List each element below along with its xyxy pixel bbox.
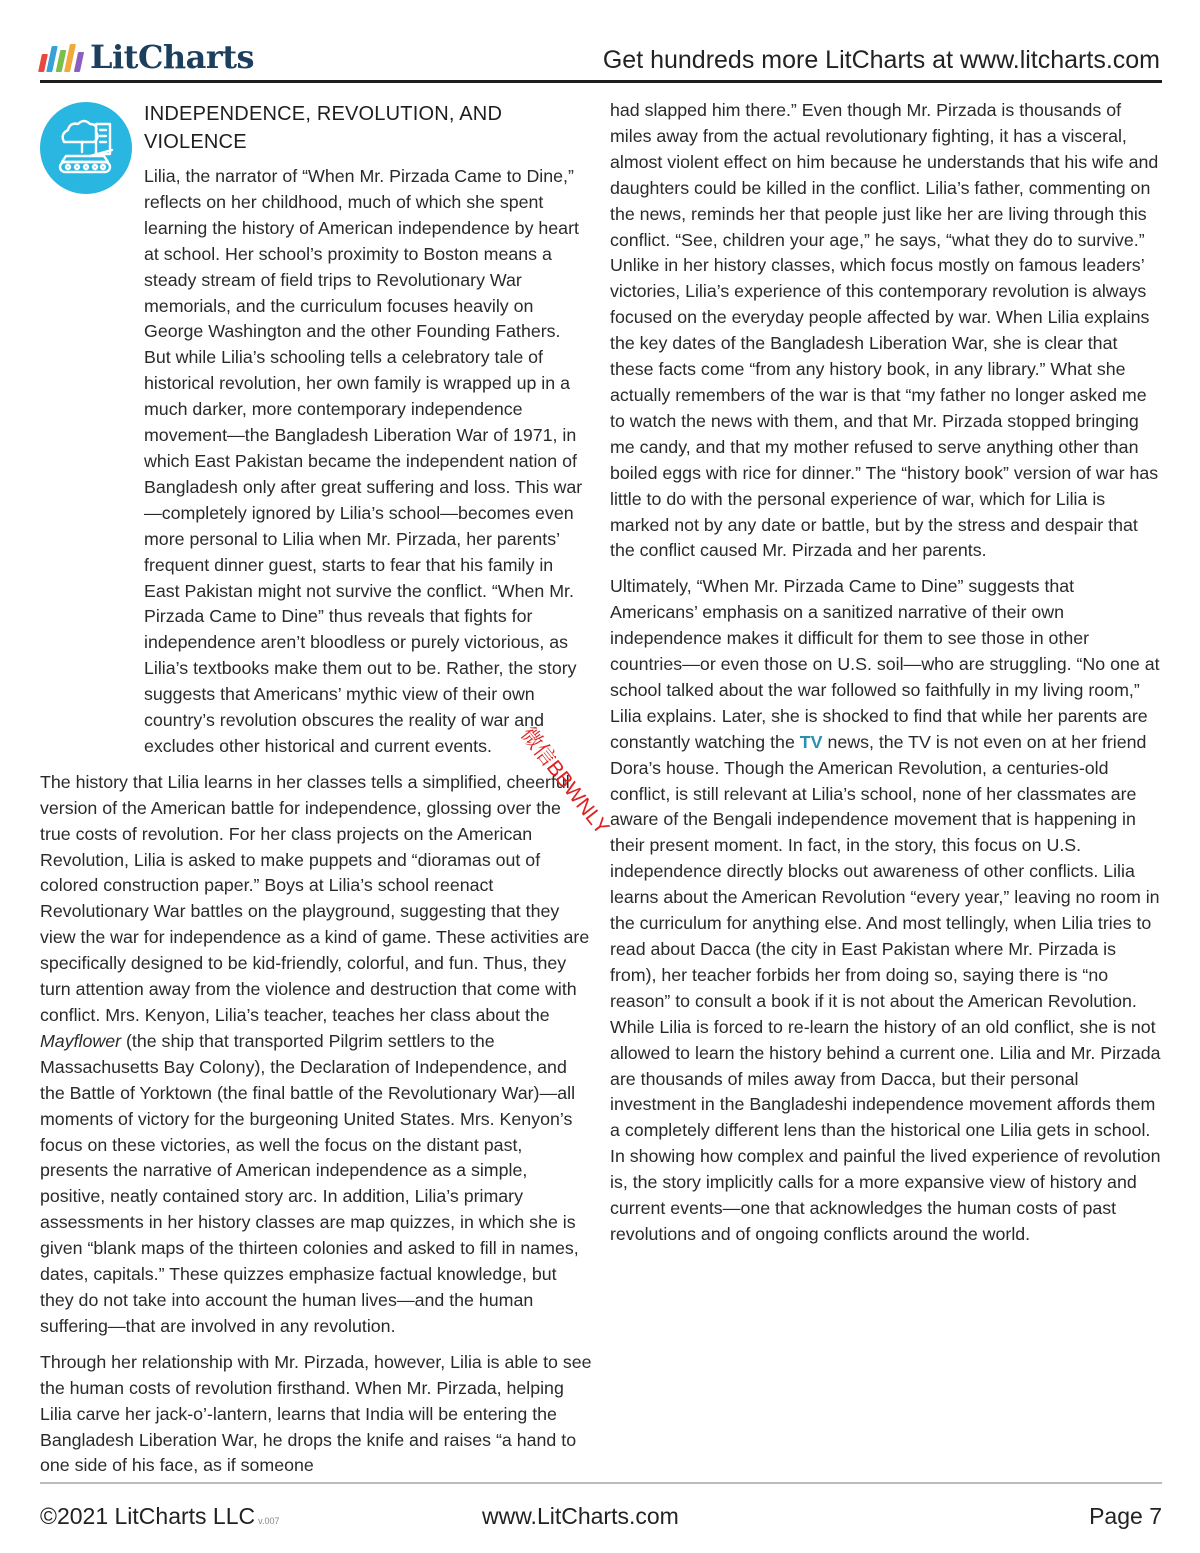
footer-rule xyxy=(40,1482,1162,1484)
page-header xyxy=(40,30,1160,82)
paragraph-intro: Lilia, the narrator of “When Mr. Pirzada Came to Dine,” reflects on her childhood, much of which she spent learning the history of American independence by heart at school. Her school’s proximity to Boston means a steady stream of field trips to Revolutionary War memorials, and the curriculum focuses heavily on George Washington and the other Founding Fathers. But while Lilia’s schooling tells a celebratory tale of historical revolution, her own family is wrapped up in a much darker, more contemporary independence movement—the Bangladesh Liberation War of 1971, in which East Pakistan became the independent nation of Bangladesh only after great suffering and loss. This war—completely ignored by Lilia’s school—becomes even more personal to Lilia when Mr. Pirzada, her parents’ frequent dinner guest, starts to fear that his family in East Pakistan might not survive the conflict. “When Mr. Pirzada Came to Dine” thus reveals that fights for independence aren’t bloodless or purely victorious, as Lilia’s textbooks make them out to be. Rather, the story suggests that Americans’ mythic view of their own country’s revolution obscures the reality of war and excludes other historical and current events. xyxy=(144,166,583,756)
tv-symbol-link[interactable]: TV xyxy=(799,731,823,752)
paragraph-human-costs: Through her relationship with Mr. Pirzada, however, Lilia is able to see the human costs of revolution firsthand. When Mr. Pirzada, helping Lilia carve her jack-o’-lantern, learns that India will be entering the Bangladesh Liberation War, he drops the knife and raises “a hand to one side of his face, as if someone xyxy=(40,1351,592,1476)
header-rule xyxy=(40,80,1162,83)
theme-title: INDEPENDENCE, REVOLUTION, AND VIOLENCE xyxy=(144,103,503,153)
paragraph-continued: had slapped him there.” Even though Mr. Pirzada is thousands of miles away from the actual revolutionary fighting, it has a visceral, almost violent effect on him because he understands that his wife and daughters could be killed in the conflict. Lilia’s father, commenting on the news, reminds her that people just like her are living through this conflict. “See, children your age,” he says, “what they do to survive.” Unlike in her history classes, which focus mostly on famous leaders’ victories, Lilia’s experience of this contemporary revolution is always focused on the everyday people affected by war. When Lilia explains the key dates of the Bangladesh Liberation War, she is clear that these facts come “from any history book, in any library.” What she actually remembers of the war is that “my father no longer asked me to watch the news with them, and that Mr. Pirzada stopped bringing me candy, and that my mother refused to serve anything other than boiled eggs with rice for dinner.” The “history book” version of war has little to do with the personal experience of war, which for Lilia is marked not by any date or battle, but by the stress and despair that the conflict caused Mr. Pirzada and her parents. xyxy=(610,100,1159,561)
version-label: v.007 xyxy=(258,1516,280,1526)
litcharts-logo[interactable] xyxy=(40,38,254,76)
paragraph-conclusion: Ultimately, “When Mr. Pirzada Came to Dine” suggests that Americans’ emphasis on a sanitized narrative of their own independence makes it difficult for them to see those in other countries—or even those on U.S. soil—who are struggling. “No one at school talked about the war followed so faithfully in my living room,” Lilia explains. Later, she is shocked to find that while her parents are constantly watching the TV news, the TV is not even on at her friend Dora’s house. Though the American Revolution, a centuries-old conflict, is still relevant at Lilia’s school, none of her classmates are aware of the Bengali independence movement that is happening in their present moment. In fact, in the story, this focus on U.S. independence directly blocks out awareness of other conflicts. Lilia learns about the American Revolution “every year,” leaving no room in the curriculum for anything else. And most tellingly, when Lilia tries to read about Dacca (the city in East Pakistan where Mr. Pirzada is from), her teacher forbids her from doing so, saying there is “no reason” to consult a book if it is not about the American Revolution. While Lilia is forced to re-learn the history of an old conflict, she is not allowed to learn the history behind a current one. Lilia and Mr. Pirzada are thousands of miles away from Dacca, but their personal investment in the Bangladeshi independence movement affords them a completely different lens than the historical one Lilia gets in school. In showing how complex and painful the lived experience of revolution is, the story implicitly calls for a more expansive view of history and current events—one that acknowledges the human costs of past revolutions and of ongoing conflicts around the world. xyxy=(610,576,1161,1244)
right-column xyxy=(610,98,1162,1258)
mayflower-title: Mayflower xyxy=(40,1030,122,1051)
tank-city-icon xyxy=(40,102,132,194)
page-number: Page 7 xyxy=(1089,1503,1162,1529)
watermark-text: 微信BBWNLY xyxy=(515,723,614,840)
left-column xyxy=(40,98,592,1489)
paragraph-history-classes: The history that Lilia learns in her classes tells a simplified, cheerful version of the American battle for independence, glossing over the true costs of revolution. For her class projects on the American Revolution, Lilia is asked to make puppets and “dioramas out of colored construction paper.” Boys at Lilia’s school reenact Revolutionary War battles on the playground, suggesting that they view the war for independence as a kind of game. These activities are specifically designed to be kid-friendly, colorful, and fun. Thus, they turn attention away from the violence and destruction that come with conflict. Mrs. Kenyon, Lilia’s teacher, teaches her class about the Mayflower (the ship that transported Pilgrim settlers to the Massachusetts Bay Colony), the Declaration of Independence, and the Battle of Yorktown (the final battle of the Revolutionary War)—all moments of victory for the burgeoning United States. Mrs. Kenyon’s focus on these victories, as well the focus on the distant past, presents the narrative of American independence as a simple, positive, neatly contained story arc. In addition, Lilia’s primary assessments in her history classes are map quizzes, in which she is given “blank maps of the thirteen colonies and asked to fill in names, dates, capitals.” These quizzes emphasize factual knowledge, but they do not take into account the human lives—and the human suffering—that are involved in any revolution. xyxy=(40,771,590,1336)
theme-heading xyxy=(40,98,592,168)
copyright: ©2021 LitCharts LLC v.007 xyxy=(40,1503,280,1529)
promo-link[interactable]: Get hundreds more LitCharts at www.litcharts.com xyxy=(602,46,1160,74)
logo-bars-icon xyxy=(40,42,82,72)
logo-text: LitCharts xyxy=(90,38,255,76)
page-footer xyxy=(40,1503,1162,1539)
footer-site-link[interactable]: www.LitCharts.com xyxy=(482,1503,679,1529)
